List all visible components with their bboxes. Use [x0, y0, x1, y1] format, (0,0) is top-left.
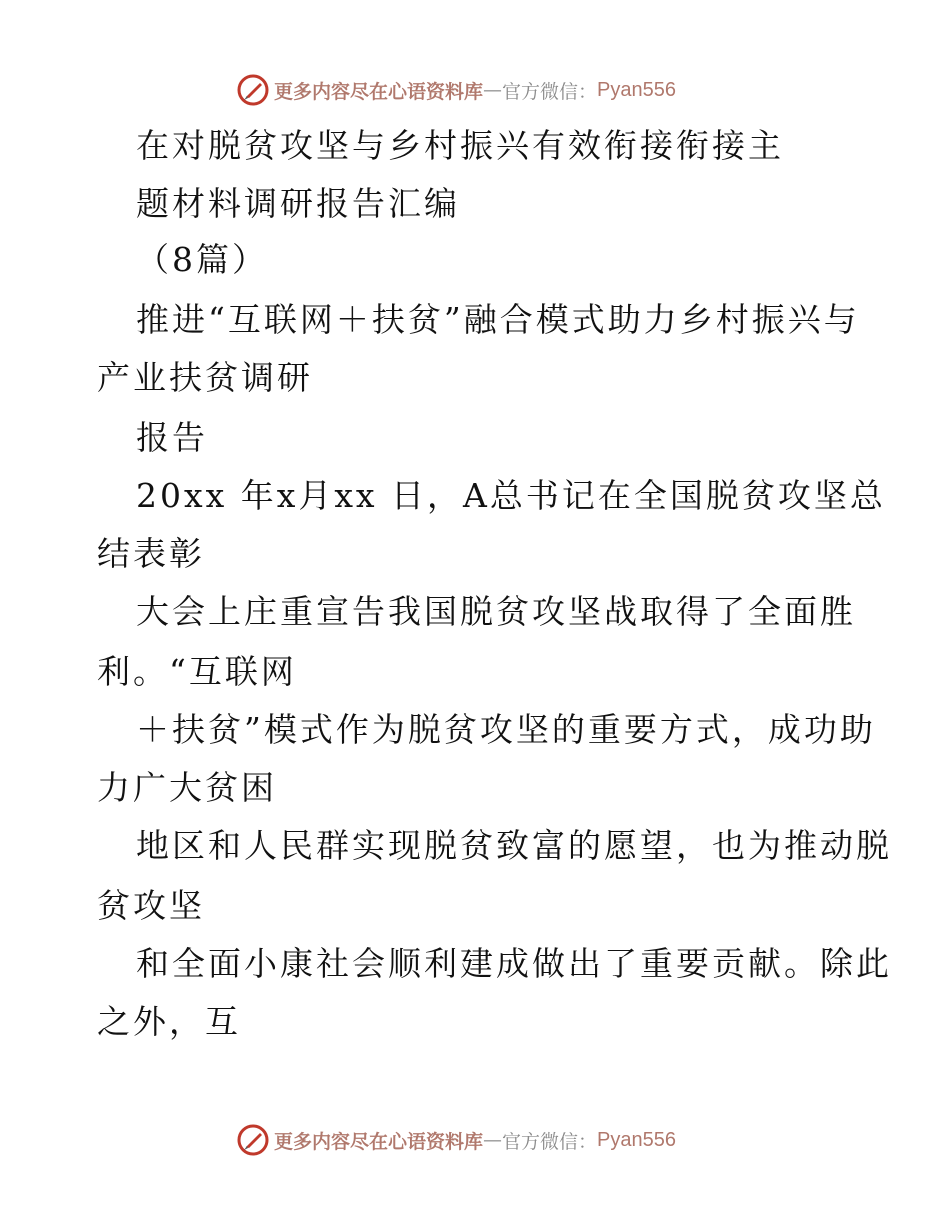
text-line: 和全面小康社会顺利建成做出了重要贡献。除此 — [136, 944, 892, 983]
quill-logo-icon — [236, 73, 270, 107]
footer-wechat-label: 官方微信： — [502, 1130, 598, 1153]
text-line: 题材料调研报告汇编 — [136, 184, 460, 223]
quill-logo-icon — [236, 1123, 270, 1157]
footer-wechat-id: Pyan556 — [597, 1128, 676, 1151]
text-line: 利。“互联网 — [97, 652, 297, 691]
footer-brand-text: 更多内容尽在心语资料库 — [274, 1130, 484, 1153]
text-line: 推进“互联网＋扶贫”融合模式助力乡村振兴与 — [136, 300, 860, 339]
footer-dash: — — [483, 1129, 503, 1151]
footer-banner — [236, 1122, 676, 1158]
header-dash: — — [483, 79, 503, 101]
text-line: （8篇） — [136, 240, 268, 279]
header-wechat-label: 官方微信： — [502, 80, 598, 103]
text-line: 产业扶贫调研 — [97, 358, 313, 397]
header-brand-text: 更多内容尽在心语资料库 — [274, 80, 484, 103]
text-line: 地区和人民群实现脱贫致富的愿望，也为推动脱 — [136, 826, 892, 865]
text-line: ＋扶贫”模式作为脱贫攻坚的重要方式，成功助 — [136, 710, 876, 749]
text-line: 结表彰 — [97, 534, 205, 573]
text-line: 之外，互 — [97, 1002, 241, 1041]
text-line: 力广大贫困 — [97, 768, 277, 807]
text-line: 在对脱贫攻坚与乡村振兴有效衔接衔接主 — [136, 126, 784, 165]
text-line: 报告 — [136, 418, 208, 457]
text-line: 大会上庄重宣告我国脱贫攻坚战取得了全面胜 — [136, 592, 856, 631]
header-banner — [236, 72, 676, 108]
text-line: 贫攻坚 — [97, 886, 205, 925]
text-line: 20xx 年x月xx 日，A总书记在全国脱贫攻坚总 — [136, 476, 886, 515]
header-wechat-id: Pyan556 — [597, 78, 676, 101]
